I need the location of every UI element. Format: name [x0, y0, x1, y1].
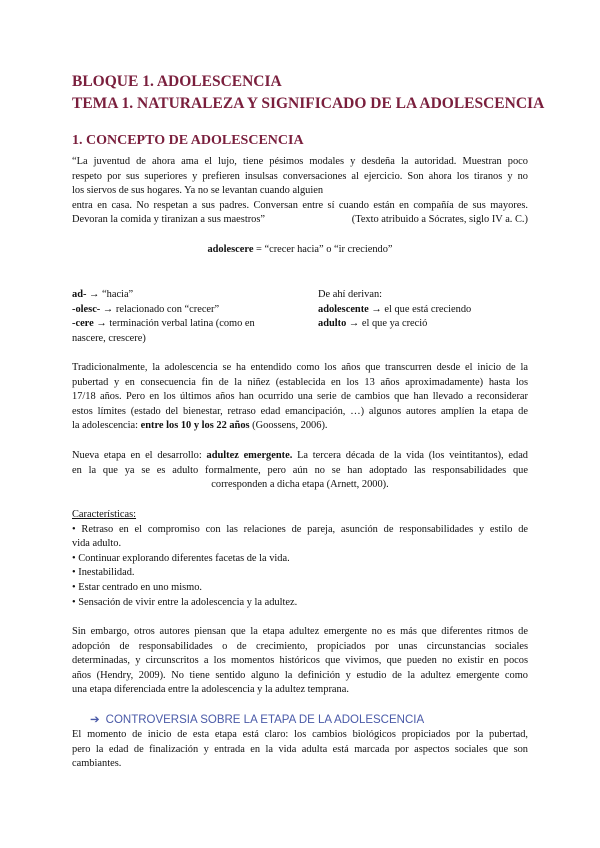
section-title: 1. CONCEPTO DE ADOLESCENCIA	[72, 133, 304, 148]
however-paragraph: Sin embargo, otros autores piensan que la etapa adultez emergente no es más que diferentes ritmos de adopción de responsabilidades o de crecimiento, propiciados por unas circunstancias sociales determinadas, y circunscritos a los momentos históricos que vivimos, que pueden no existir en pocos años (Hendry, 2009). No tiene sentido alguno la definición y estudio de la adultez emergente como una etapa diferenciada entre la adolescencia y la adultez temprana.	[72, 626, 528, 696]
list-item: vida adulto.	[72, 538, 122, 550]
etym-item: ad- → “hacia”	[72, 289, 134, 300]
etymology-left	[72, 288, 312, 346]
etym-item: adulto → el que ya creció	[318, 318, 428, 330]
etym-item: nascere, crescere)	[72, 332, 146, 344]
controversy-title: CONTROVERSIA SOBRE LA ETAPA DE LA ADOLESCENCIA	[105, 714, 425, 726]
controversy-heading	[90, 712, 424, 726]
quote-line: los siervos de sus hogares. Ya no se levantan cuando alguien	[72, 185, 324, 197]
etym-item: -olesc- → relacionado con “crecer”	[72, 303, 220, 315]
quote-line: respeto por sus superiores y prefieren insulsas conversaciones al ejercicio. Son ahora los tiranos y no	[72, 170, 528, 182]
age-range: entre los 10 y los 22 años	[140, 420, 250, 432]
quote-line: entra en casa. No respetan a sus padres. Conversan entre sí cuando están en compañía de sus mayores.	[72, 199, 528, 211]
emerging-adulthood-term: adultez emergente.	[206, 450, 293, 461]
characteristics-title: Características:	[72, 509, 137, 520]
quote-attribution: (Texto atribuido a Sócrates, siglo IV a. C.)	[351, 214, 528, 226]
bloque-title: BLOQUE 1. ADOLESCENCIA	[72, 73, 282, 90]
list-item: • Inestabilidad.	[72, 567, 135, 579]
definition-term: adolescere	[207, 244, 254, 255]
etym-item: adolescente → el que está creciendo	[318, 303, 472, 315]
arrow-icon: ➔	[90, 714, 100, 726]
controversy-paragraph: El momento de inicio de esta etapa está claro: los cambios biológicos propiciados por la pubertad, pero la edad de finalización y entrada en la vida adulta está marcada por aspectos sociales que son cambiantes.	[72, 729, 528, 770]
list-item: • Estar centrado en uno mismo.	[72, 581, 203, 593]
quote-line: “La juventud de ahora ama el lujo, tiene pésimos modales y desdeña la autoridad. Muestran poco	[72, 156, 528, 167]
socrates-quote	[72, 155, 528, 228]
quote-line: Devoran la comida y tiranizan a sus maestros”	[72, 214, 266, 226]
etym-right-title: De ahí derivan:	[318, 289, 383, 300]
etym-item: -cere → terminación verbal latina (como en	[72, 318, 255, 330]
quote-last-line	[72, 213, 528, 228]
list-item: • Sensación de vivir entre la adolescencia y la adultez.	[72, 596, 298, 608]
traditional-paragraph: Tradicionalmente, la adolescencia se ha entendido como los años que transcurren desde el inicio de la pubertad y en consecuencia fin de la niñez (establecida en los 13 años aproximadamente) hasta los 17/18 años. Pero en los últimos años han ocurrido una serie de cambios que han llevado a reconsiderar estos límites (estado del bienestar, retraso edad emancipación, …) algunos autores amplíen la etapa de la adolescencia: entre los 10 y los 22 años (Goossens, 2006).	[72, 362, 528, 432]
tema-title: TEMA 1. NATURALEZA Y SIGNIFICADO DE LA ADOLESCENCIA	[72, 95, 545, 112]
characteristics-list	[72, 508, 528, 610]
adolescere-definition	[72, 244, 528, 255]
definition-meaning: = “crecer hacia” o “ir creciendo”	[253, 244, 393, 255]
emerging-adulthood-paragraph: Nueva etapa en el desarrollo: adultez emergente. La tercera década de la vida (los veintitantos), edad en la que ya se es adulto formalmente, pero aún no se han adoptado las responsabilidades que corresponden a dicha etapa (Arnett, 2000).	[72, 450, 529, 491]
list-item: • Continuar explorando diferentes facetas de la vida.	[72, 552, 290, 564]
etymology-right	[318, 288, 528, 332]
list-item: • Retraso en el compromiso con las relaciones de pareja, asunción de responsabilidades y estilo de	[72, 523, 528, 535]
